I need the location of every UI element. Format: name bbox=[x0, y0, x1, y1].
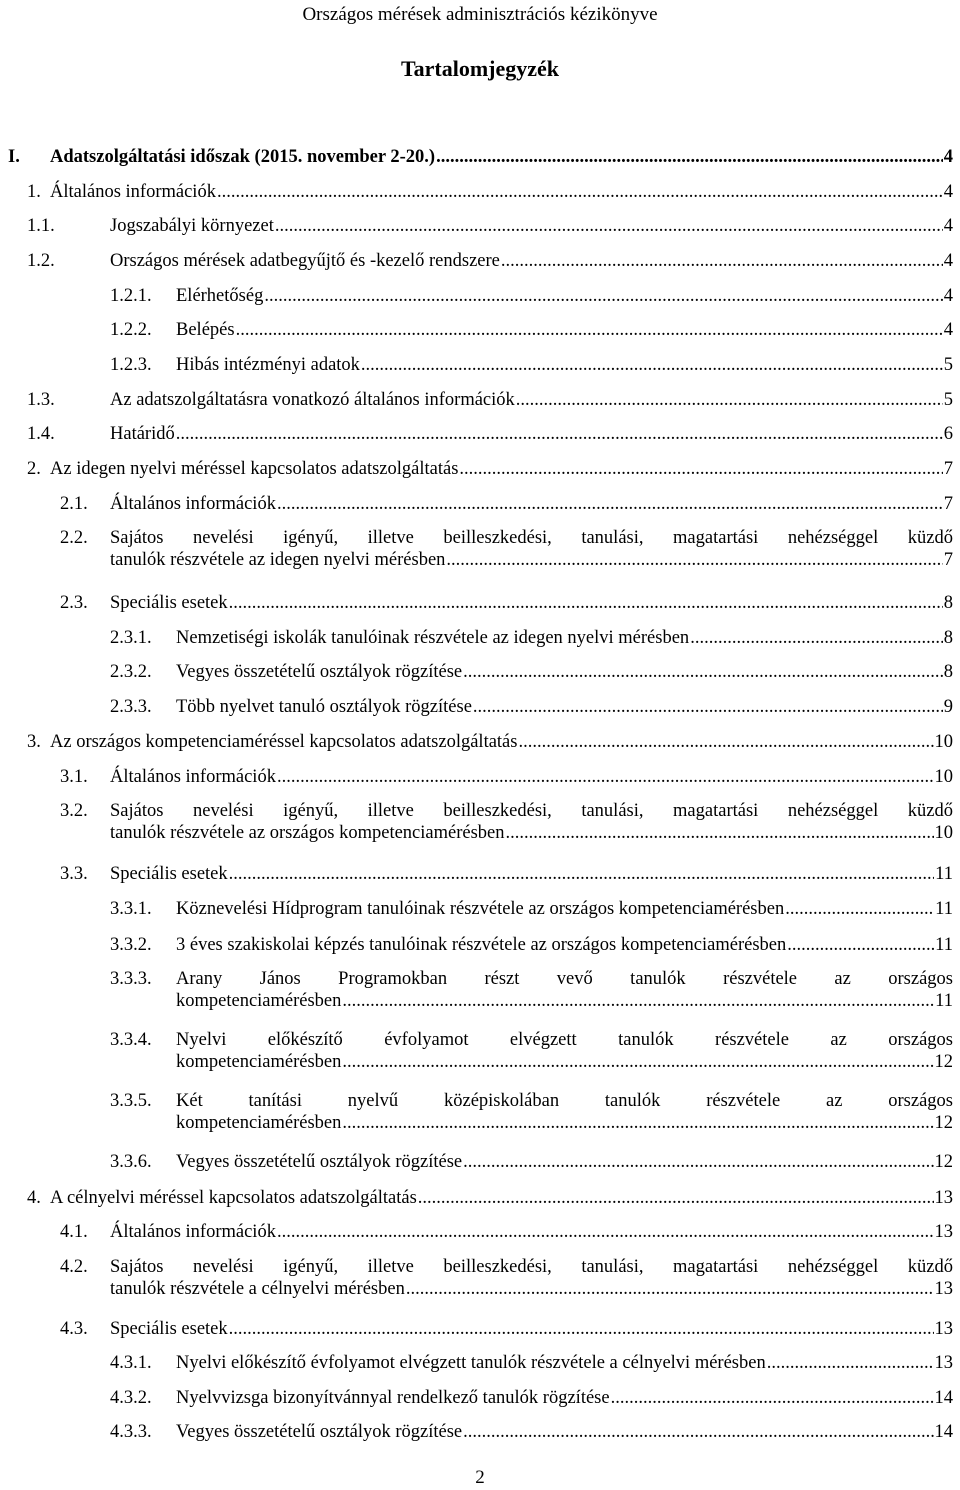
toc-entry-page: 12 bbox=[934, 1152, 953, 1172]
dot-leader bbox=[236, 319, 943, 341]
toc-entry-page: 13 bbox=[934, 1222, 953, 1242]
toc-entry-number: 1.2.3. bbox=[110, 355, 152, 375]
toc-entry-title: Vegyes összetételű osztályok rögzítése bbox=[176, 1422, 463, 1442]
toc-entry-page: 10 bbox=[934, 767, 953, 787]
toc-entry-page: 4 bbox=[943, 320, 953, 340]
toc-entry-page: 10 bbox=[934, 732, 953, 752]
toc-entry-number: 4.3. bbox=[60, 1319, 88, 1339]
toc-entry-title: Speciális esetek bbox=[110, 593, 228, 613]
dot-leader bbox=[611, 1387, 934, 1409]
dot-leader bbox=[277, 766, 934, 788]
toc-entry-number: 2.1. bbox=[60, 494, 88, 514]
toc-entry-title: Speciális esetek bbox=[110, 1319, 228, 1339]
toc-entry-page: 14 bbox=[934, 1388, 953, 1408]
toc-entry-number: 2.3. bbox=[60, 593, 88, 613]
toc-entry-number: 1.2.2. bbox=[110, 320, 152, 340]
toc-entry-number: 3.3. bbox=[60, 864, 88, 884]
dot-leader bbox=[436, 146, 943, 168]
dot-leader bbox=[516, 389, 943, 411]
dot-leader bbox=[229, 1318, 934, 1340]
toc-entry-number: 3. bbox=[27, 732, 41, 752]
toc-entry-title: Belépés bbox=[176, 320, 235, 340]
toc-entry-page: 11 bbox=[935, 864, 953, 884]
toc-entry-title-line: Sajátos nevelési igényű, illetve beilleszkedési, tanulási, magatartási nehézséggel küzdő bbox=[110, 801, 953, 821]
toc-entry-page: 4 bbox=[943, 147, 953, 167]
toc-entry-page: 13 bbox=[934, 1188, 953, 1208]
toc-entry-title: Általános információk bbox=[110, 1222, 276, 1242]
toc-entry-title: Általános információk bbox=[50, 182, 216, 202]
toc-entry-number: 2.3.2. bbox=[110, 662, 152, 682]
toc-entry-title-line: Sajátos nevelési igényű, illetve beilleszkedési, tanulási, magatartási nehézséggel küzdő bbox=[110, 1257, 953, 1277]
toc-entry-title-line: Sajátos nevelési igényű, illetve beilleszkedési, tanulási, magatartási nehézséggel küzdő bbox=[110, 528, 953, 548]
toc-entry-title: Vegyes összetételű osztályok rögzítése bbox=[176, 662, 463, 682]
toc-entry-number: 3.3.4. bbox=[110, 1030, 152, 1050]
toc-entry-number: 3.3.1. bbox=[110, 899, 152, 919]
dot-leader bbox=[342, 990, 934, 1012]
toc-entry-page: 12 bbox=[934, 1113, 953, 1133]
toc-entry-title: Nyelvvizsga bizonyítvánnyal rendelkező tanulók rögzítése bbox=[176, 1388, 610, 1408]
toc-entry-page: 7 bbox=[943, 459, 953, 479]
dot-leader bbox=[361, 354, 943, 376]
toc-entry-number: 1.1. bbox=[27, 216, 55, 236]
toc-entry-title: tanulók részvétele az idegen nyelvi mérésben bbox=[110, 550, 446, 570]
toc-entry-page: 13 bbox=[934, 1319, 953, 1339]
toc-entry-title: kompetenciamérésben bbox=[176, 1113, 342, 1133]
toc-entry-title: kompetenciamérésben bbox=[176, 1052, 342, 1072]
toc-entry-page: 4 bbox=[943, 216, 953, 236]
dot-leader bbox=[690, 627, 943, 649]
dot-leader bbox=[277, 1221, 934, 1243]
toc-entry-page: 7 bbox=[943, 550, 953, 570]
dot-leader bbox=[406, 1278, 934, 1300]
toc-entry-page: 4 bbox=[943, 251, 953, 271]
dot-leader bbox=[459, 458, 942, 480]
toc-entry-number: 2. bbox=[27, 459, 41, 479]
toc-entry-title: tanulók részvétele az országos kompetenciamérésben bbox=[110, 823, 505, 843]
toc-entry-number: 1.4. bbox=[27, 424, 55, 444]
toc-entry-title: tanulók részvétele a célnyelvi mérésben bbox=[110, 1279, 405, 1299]
toc-entry-page: 12 bbox=[934, 1052, 953, 1072]
dot-leader bbox=[767, 1352, 934, 1374]
toc-entry-page: 14 bbox=[934, 1422, 953, 1442]
toc-entry-title: Általános információk bbox=[110, 767, 276, 787]
toc-entry-page: 13 bbox=[934, 1279, 953, 1299]
dot-leader bbox=[264, 285, 942, 307]
toc-entry-title: Az országos kompetenciaméréssel kapcsolatos adatszolgáltatás bbox=[50, 732, 518, 752]
dot-leader bbox=[463, 1421, 933, 1443]
toc-entry-page: 6 bbox=[943, 424, 953, 444]
toc-entry-title: Jogszabályi környezet bbox=[110, 216, 274, 236]
toc-entry-number: 3.3.6. bbox=[110, 1152, 152, 1172]
page-number: 2 bbox=[475, 1467, 485, 1488]
dot-leader bbox=[473, 696, 943, 718]
toc-entry-number: 4.3.1. bbox=[110, 1353, 152, 1373]
toc-entry-page: 10 bbox=[934, 823, 953, 843]
toc-entry-page: 8 bbox=[943, 628, 953, 648]
toc-entry-title: Köznevelési Hídprogram tanulóinak részvétele az országos kompetenciamérésben bbox=[176, 899, 785, 919]
toc-entry-number: 4.3.3. bbox=[110, 1422, 152, 1442]
toc-entry-page: 4 bbox=[943, 286, 953, 306]
toc-entry-number: 3.1. bbox=[60, 767, 88, 787]
toc-entry-title: Hibás intézményi adatok bbox=[176, 355, 360, 375]
toc-entry-number: 2.3.3. bbox=[110, 697, 152, 717]
toc-entry-number: 1.3. bbox=[27, 390, 55, 410]
toc-entry-page: 9 bbox=[943, 697, 953, 717]
toc-entry-title: Határidő bbox=[110, 424, 175, 444]
toc-entry-page: 7 bbox=[943, 494, 953, 514]
toc-entry-page: 11 bbox=[935, 899, 953, 919]
dot-leader bbox=[217, 181, 943, 203]
toc-entry-title: 3 éves szakiskolai képzés tanulóinak részvétele az országos kompetenciamérésben bbox=[176, 935, 787, 955]
toc-entry-title: Az idegen nyelvi méréssel kapcsolatos adatszolgáltatás bbox=[50, 459, 459, 479]
toc-entry-number: 3.2. bbox=[60, 801, 88, 821]
toc-entry-title: Adatszolgáltatási időszak (2015. november 2-20.) bbox=[50, 147, 436, 167]
toc-entry-number: 4. bbox=[27, 1188, 41, 1208]
toc-entry-page: 5 bbox=[943, 355, 953, 375]
toc-entry-title: A célnyelvi méréssel kapcsolatos adatszolgáltatás bbox=[50, 1188, 417, 1208]
toc-entry-title: Több nyelvet tanuló osztályok rögzítése bbox=[176, 697, 472, 717]
toc-entry-title: Elérhetőség bbox=[176, 286, 264, 306]
toc-entry-page: 11 bbox=[935, 991, 953, 1011]
toc-entry-page: 8 bbox=[943, 593, 953, 613]
dot-leader bbox=[176, 423, 943, 445]
toc-entry-title-line: Két tanítási nyelvű középiskolában tanulók részvétele az országos bbox=[176, 1091, 953, 1111]
dot-leader bbox=[229, 863, 935, 885]
toc-entry-title: kompetenciamérésben bbox=[176, 991, 342, 1011]
dot-leader bbox=[785, 898, 934, 920]
toc-entry-number: 3.3.3. bbox=[110, 969, 152, 989]
toc-entry-page: 4 bbox=[943, 182, 953, 202]
toc-entry-number: I. bbox=[8, 147, 20, 167]
toc-entry-number: 3.3.2. bbox=[110, 935, 152, 955]
toc-entry-title: Vegyes összetételű osztályok rögzítése bbox=[176, 1152, 463, 1172]
page-header: Országos mérések adminisztrációs kézikönyve bbox=[302, 4, 658, 25]
toc-title: Tartalomjegyzék bbox=[400, 56, 560, 81]
toc-entry-number: 1.2.1. bbox=[110, 286, 152, 306]
dot-leader bbox=[501, 250, 943, 272]
toc-entry-number: 4.2. bbox=[60, 1257, 88, 1277]
dot-leader bbox=[418, 1187, 934, 1209]
toc-entry-number: 4.1. bbox=[60, 1222, 88, 1242]
dot-leader bbox=[463, 661, 943, 683]
toc-entry-number: 2.3.1. bbox=[110, 628, 152, 648]
dot-leader bbox=[342, 1051, 933, 1073]
toc-entry-page: 13 bbox=[934, 1353, 953, 1373]
toc-entry-title: Általános információk bbox=[110, 494, 276, 514]
dot-leader bbox=[463, 1151, 933, 1173]
dot-leader bbox=[518, 731, 933, 753]
dot-leader bbox=[275, 215, 943, 237]
toc-entry-title-line: Nyelvi előkészítő évfolyamot elvégzett tanulók részvétele az országos bbox=[176, 1030, 953, 1050]
dot-leader bbox=[787, 934, 934, 956]
toc-entry-page: 11 bbox=[935, 935, 953, 955]
toc-entry-title: Nyelvi előkészítő évfolyamot elvégzett tanulók részvétele a célnyelvi mérésben bbox=[176, 1353, 766, 1373]
toc-entry-title: Speciális esetek bbox=[110, 864, 228, 884]
toc-entry-number: 2.2. bbox=[60, 528, 88, 548]
toc-entry-title: Nemzetiségi iskolák tanulóinak részvétele az idegen nyelvi mérésben bbox=[176, 628, 690, 648]
toc-entry-number: 1. bbox=[27, 182, 41, 202]
dot-leader bbox=[342, 1112, 933, 1134]
toc-entry-number: 3.3.5. bbox=[110, 1091, 152, 1111]
toc-entry-page: 8 bbox=[943, 662, 953, 682]
dot-leader bbox=[506, 822, 934, 844]
toc-entry-number: 4.3.2. bbox=[110, 1388, 152, 1408]
toc-entry-page: 5 bbox=[943, 390, 953, 410]
toc-entry-number: 1.2. bbox=[27, 251, 55, 271]
toc-entry-title: Az adatszolgáltatásra vonatkozó általános információk bbox=[110, 390, 515, 410]
dot-leader bbox=[277, 493, 943, 515]
toc-entry-title-line: Arany János Programokban részt vevő tanulók részvétele az országos bbox=[176, 969, 953, 989]
dot-leader bbox=[229, 592, 943, 614]
dot-leader bbox=[446, 549, 942, 571]
toc-entry-title: Országos mérések adatbegyűjtő és -kezelő rendszere bbox=[110, 251, 500, 271]
